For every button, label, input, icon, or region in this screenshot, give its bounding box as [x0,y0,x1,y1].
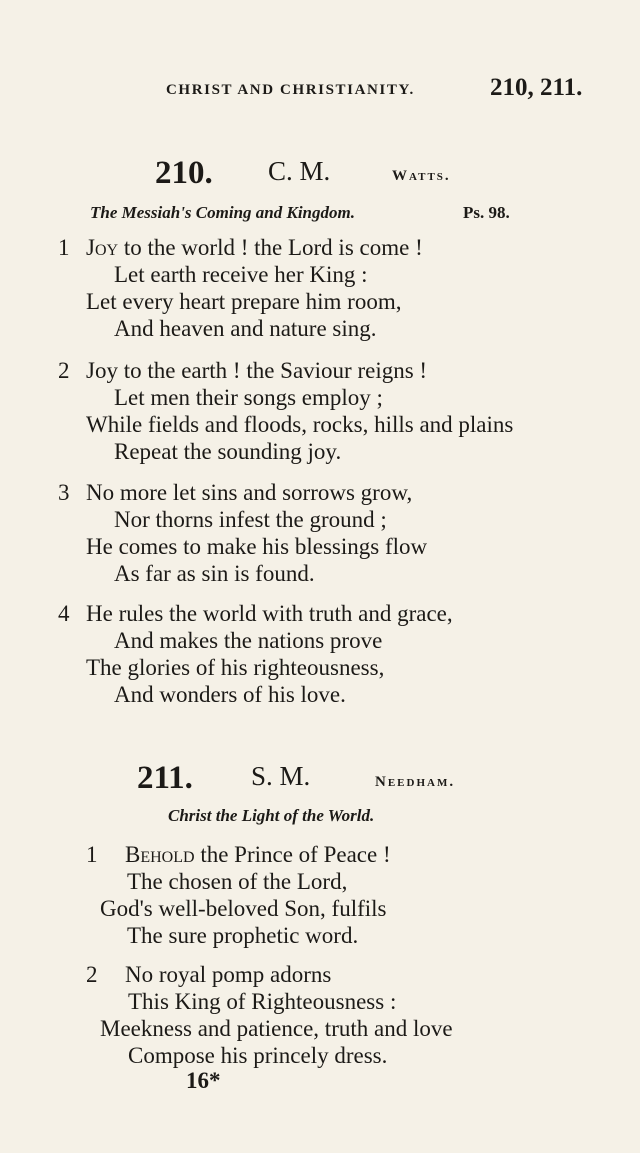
verse-line: Let men their songs employ ; [114,385,383,410]
verse-line: This King of Righteousness : [128,989,397,1014]
verse-line: He comes to make his blessings flow [86,534,428,559]
hymn-composer: Needham. [375,774,456,790]
verse-line-rest: to the world ! the Lord is come ! [118,235,423,260]
verse-line: Let every heart prepare him room, [86,289,402,314]
verse-number: 1 [58,235,70,260]
verse-line: God's well-beloved Son, fulfils [100,896,387,921]
verse-line: Let earth receive her King : [114,262,368,287]
running-title: CHRIST AND CHRISTIANITY. [166,82,415,98]
verse-line: Repeat the sounding joy. [114,439,342,464]
verse-line-rest: the Prince of Peace ! [194,842,391,867]
verse-line: Nor thorns infest the ground ; [114,507,387,532]
verse-number: 3 [58,480,70,505]
opening-word: Joy [86,235,119,260]
signature-mark: 16* [186,1068,221,1093]
verse-number: 1 [86,842,98,867]
hymn-subtitle: The Messiah's Coming and Kingdom. [90,203,355,222]
verse-line: No royal pomp adorns [125,962,332,987]
hymn-number: 211. [137,760,193,796]
verse-line: The sure prophetic word. [127,923,359,948]
hymn-meter: C. M. [268,156,331,186]
verse-line: Meekness and patience, truth and love [100,1016,453,1041]
page-numbers: 210, 211. [490,74,583,101]
verse-line: The glories of his righteousness, [86,655,385,680]
hymn-composer: Watts. [392,168,451,184]
scripture-reference: Ps. 98. [463,203,510,222]
verse-line: And makes the nations prove [114,628,383,653]
verse-line: Joy to the earth ! the Saviour reigns ! [86,358,428,383]
verse-line: As far as sin is found. [114,561,315,586]
verse-line [125,842,391,868]
hymn-meter: S. M. [251,761,311,791]
verse-line: The chosen of the Lord, [127,869,348,894]
verse-line: And heaven and nature sing. [114,316,377,341]
verse-number: 2 [86,962,98,987]
hymn-subtitle: Christ the Light of the World. [168,806,375,825]
verse-line: Compose his princely dress. [128,1043,388,1068]
verse-line: He rules the world with truth and grace, [86,601,453,626]
verse-line: And wonders of his love. [114,682,346,707]
verse-number: 4 [58,601,70,626]
opening-word: Behold [125,842,195,867]
verse-line [86,235,423,261]
verse-line: No more let sins and sorrows grow, [86,480,413,505]
verse-line: While fields and floods, rocks, hills and plains [86,412,514,437]
hymn-number: 210. [155,155,213,191]
verse-number: 2 [58,358,70,383]
